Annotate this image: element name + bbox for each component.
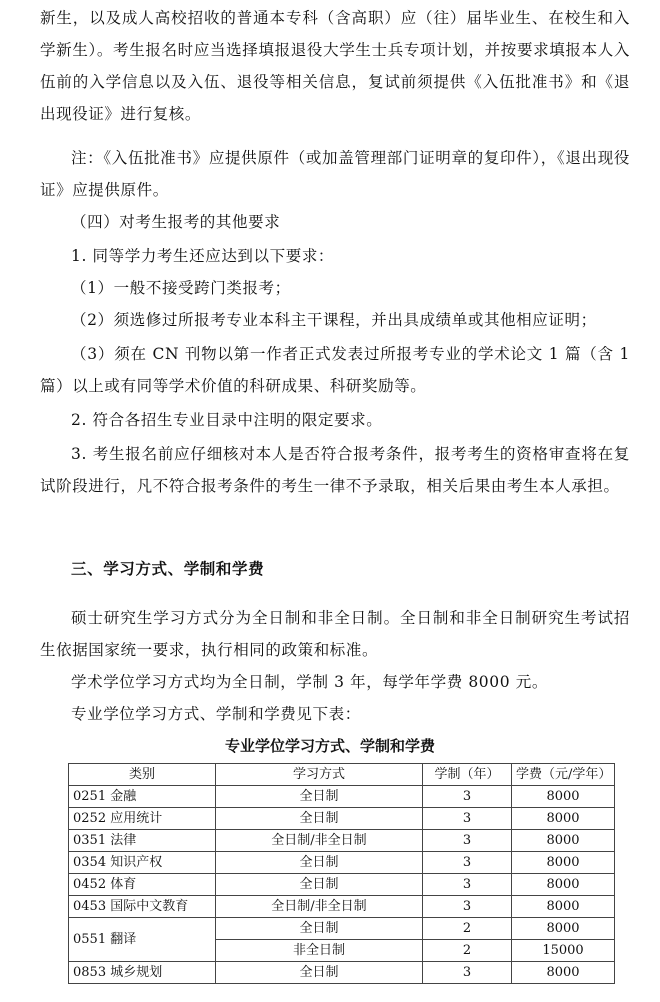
cell-category: 0453 国际中文教育: [69, 896, 216, 918]
cell-category: 0354 知识产权: [69, 852, 216, 874]
paragraph-item-3: 3. 考生报名前应仔细核对本人是否符合报考条件，报考考生的资格审查将在复试阶段进行，凡不符合报考条件的考生一律不予录取，相关后果由考生本人承担。: [40, 445, 630, 495]
header-category: 类别: [69, 764, 216, 786]
cell-years: 3: [423, 852, 512, 874]
section-heading-study-mode: 三、学习方式、学制和学费: [71, 559, 265, 578]
table-row: [69, 830, 615, 852]
cell-category: 0251 金融: [69, 786, 216, 808]
cell-fee: 8000: [512, 896, 615, 918]
paragraph-note: 注：《入伍批准书》应提供原件（或加盖管理部门证明章的复印件），《退出现役证》应提供原件。: [40, 149, 630, 199]
table-body: [69, 786, 615, 984]
cell-years: 3: [423, 808, 512, 830]
cell-mode: 全日制/非全日制: [216, 830, 423, 852]
table-title: 专业学位学习方式、学制和学费: [224, 737, 435, 755]
paragraph-table-intro: 专业学位学习方式、学制和学费见下表：: [71, 705, 361, 723]
cell-mode: 全日制: [216, 786, 423, 808]
cell-fee: 8000: [512, 830, 615, 852]
paragraph-item-1: 1. 同等学力考生还应达到以下要求：: [71, 247, 335, 265]
cell-years: 2: [423, 940, 512, 962]
paragraph-study-mode: 硕士研究生学习方式分为全日制和非全日制。全日制和非全日制研究生考试招生依据国家统一要求，执行相同的政策和标准。: [40, 609, 630, 659]
fee-table: [68, 763, 615, 984]
cell-mode: 非全日制: [216, 940, 423, 962]
table-row: [69, 896, 615, 918]
cell-fee: 8000: [512, 874, 615, 896]
table-row: [69, 874, 615, 896]
cell-years: 3: [423, 830, 512, 852]
cell-category: 0351 法律: [69, 830, 216, 852]
cell-years: 3: [423, 786, 512, 808]
cell-mode: 全日制: [216, 918, 423, 940]
cell-mode: 全日制: [216, 874, 423, 896]
cell-fee: 8000: [512, 786, 615, 808]
cell-fee: 8000: [512, 808, 615, 830]
cell-mode: 全日制: [216, 852, 423, 874]
table-row: [69, 918, 615, 940]
paragraph-item-2: 2. 符合各招生专业目录中注明的限定要求。: [71, 411, 383, 429]
cell-mode: 全日制/非全日制: [216, 896, 423, 918]
cell-fee: 8000: [512, 962, 615, 984]
cell-category: 0853 城乡规划: [69, 962, 216, 984]
section-heading-other-requirements: （四）对考生报考的其他要求: [71, 213, 281, 231]
table-row: [69, 808, 615, 830]
cell-years: 3: [423, 962, 512, 984]
table-header-row: [69, 764, 615, 786]
paragraph-academic-degree: 学术学位学习方式均为全日制，学制 3 年，每学年学费 8000 元。: [71, 673, 548, 691]
paragraph-item-1-1: （1）一般不接受跨门类报考；: [71, 279, 291, 297]
cell-mode: 全日制: [216, 808, 423, 830]
table-row: [69, 852, 615, 874]
header-fee: 学费（元/学年）: [512, 764, 615, 786]
cell-fee: 8000: [512, 918, 615, 940]
header-mode: 学习方式: [216, 764, 423, 786]
cell-years: 3: [423, 896, 512, 918]
paragraph-veteran-plan: 新生，以及成人高校招收的普通本专科（含高职）应（往）届毕业生、在校生和入学新生）。考生报名时应当选择填报退役大学生士兵专项计划，并按要求填报本人入伍前的入学信息以及入伍、退役等相关信息，复试前须提供《入伍批准书》和《退出现役证》进行复核。: [40, 9, 630, 123]
cell-category: 0551 翻译: [69, 918, 216, 962]
table-row: [69, 786, 615, 808]
paragraph-item-1-2: （2）须选修过所报考专业本科主干课程，并出具成绩单或其他相应证明；: [71, 311, 597, 329]
cell-category: 0452 体育: [69, 874, 216, 896]
cell-years: 2: [423, 918, 512, 940]
table-row: [69, 962, 615, 984]
cell-mode: 全日制: [216, 962, 423, 984]
cell-fee: 8000: [512, 852, 615, 874]
cell-category: 0252 应用统计: [69, 808, 216, 830]
cell-years: 3: [423, 874, 512, 896]
header-years: 学制（年）: [423, 764, 512, 786]
cell-fee: 15000: [512, 940, 615, 962]
paragraph-item-1-3: （3）须在 CN 刊物以第一作者正式发表过所报考专业的学术论文 1 篇（含 1 篇）以上或有同等学术价值的科研成果、科研奖励等。: [40, 345, 630, 395]
